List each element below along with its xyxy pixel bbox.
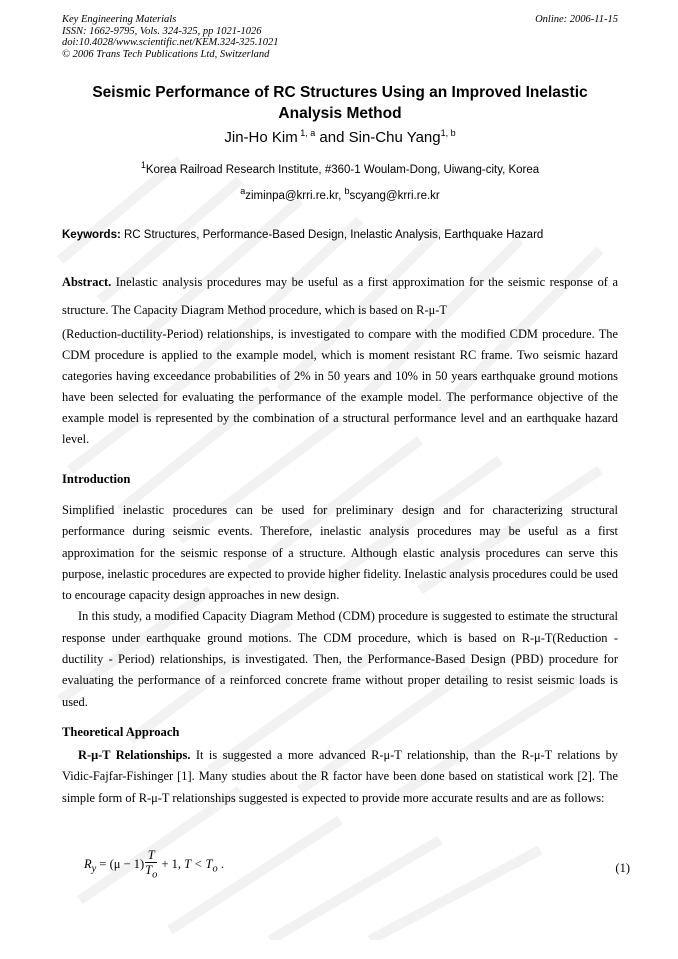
abstract-label: Abstract. <box>62 275 112 289</box>
email-b-mark: b <box>344 186 350 196</box>
theory-heading: Theoretical Approach <box>62 725 180 739</box>
eq-fraction-den: T <box>145 863 153 877</box>
author-2: Sin-Chu Yang <box>348 129 441 146</box>
eq-lhs-sub: y <box>91 863 97 875</box>
author-1-affil: 1, a <box>297 128 316 138</box>
author-line <box>62 128 618 146</box>
email-line <box>62 186 618 202</box>
eq-fraction <box>145 848 157 883</box>
eq-fraction-num: T <box>145 848 157 863</box>
eq-plus: + 1, <box>158 857 185 872</box>
eq-mid: = (μ − 1) <box>96 857 145 872</box>
journal-doi: doi:10.4028/www.scientific.net/KEM.324-325.1021 <box>62 37 279 48</box>
theory-run-in-heading: R-μ-T Relationships. <box>78 748 191 762</box>
affiliation <box>62 160 618 176</box>
introduction-body <box>62 500 618 713</box>
author-conjunction: and <box>315 129 349 146</box>
abstract <box>62 268 618 450</box>
journal-metadata <box>62 14 618 60</box>
email-b: scyang@krri.re.kr <box>349 189 440 202</box>
journal-name: Key Engineering Materials <box>62 14 177 25</box>
introduction-heading: Introduction <box>62 472 131 486</box>
email-a: ziminpa@krri.re.kr, <box>245 189 345 202</box>
eq-lhs: R <box>84 857 92 872</box>
equation-1 <box>84 848 630 892</box>
introduction-paragraph-2: In this study, a modified Capacity Diagram Method (CDM) procedure is suggested to estimate the structural response under earthquake ground motions. The CDM procedure, which is based on R-μ-T(Reduction - ductility - Period) relationships, is investigated. Then, the Performance-Based Design (PBD) procedure for evaluating the performance of a reinforced concrete frame without proper detailing to resist seismic loads is used. <box>62 609 618 709</box>
keywords-text: RC Structures, Performance-Based Design, Inelastic Analysis, Earthquake Hazard <box>120 229 544 241</box>
eq-condition-sub: o <box>212 863 218 875</box>
keywords-label: Keywords: <box>62 229 121 241</box>
author-1: Jin-Ho Kim <box>224 129 298 146</box>
eq-end: . <box>217 857 224 872</box>
online-date: Online: 2006-11-15 <box>535 14 618 25</box>
eq-condition: T < T <box>184 857 213 872</box>
affiliation-text: Korea Railroad Research Institute, #360-1 Woulam-Dong, Uiwang-city, Korea <box>145 163 540 176</box>
journal-issn: ISSN: 1662-9795, Vols. 324-325, pp 1021-1026 <box>62 25 262 37</box>
equation-body <box>84 848 224 883</box>
equation-number: (1) <box>615 861 630 875</box>
email-a-mark: a <box>240 186 246 196</box>
abstract-body: (Reduction-ductility-Period) relationships, is investigated to compare with the modified CDM procedure. The CDM procedure is applied to the example model, which is moment resistant RC frame. Two seismic hazard categories having exceedance probabilities of 2% in 50 years and 10% in 50 years earthquake ground motions have been selected for evaluating the performance of the example model. The performance objective of the example model is represented by the combination of a structural performance level and an earthquake hazard level. <box>62 327 618 446</box>
abstract-line-1: Inelastic analysis procedures may be useful as a first approximation for the seismic response of a structure. The Capacity Diagram Method procedure, which is based on R-μ-T <box>62 275 618 317</box>
paper-title: Seismic Performance of RC Structures Using an Improved Inelastic Analysis Method <box>92 84 588 122</box>
author-2-affil: 1, b <box>440 128 456 138</box>
introduction-paragraph-1: Simplified inelastic procedures can be used for preliminary design and for characterizing structural performance during seismic events. Therefore, inelastic analysis procedures may be useful as a first approximation for the seismic response of a structure. Although elastic analysis procedures can serve this purpose, inelastic procedures are expected to provide higher fidelity. Inelastic analysis procedures could be used to encourage capacity design approaches in new design. <box>62 503 618 603</box>
journal-copyright: © 2006 Trans Tech Publications Ltd, Switzerland <box>62 48 270 60</box>
keywords <box>62 229 618 241</box>
theory-body <box>62 745 618 809</box>
affiliation-mark: 1 <box>140 160 146 170</box>
theory-paragraph-1: It is suggested a more advanced R-μ-T relationship, than the R-μ-T relations by Vidic-Fajfar-Fishinger [1]. Many studies about the R factor have been done based on statistical work [2]. The simple form of R-μ-T relationships suggested is expected to provide more accurate results and are as follows: <box>62 748 618 805</box>
eq-fraction-den-sub: o <box>152 869 158 881</box>
